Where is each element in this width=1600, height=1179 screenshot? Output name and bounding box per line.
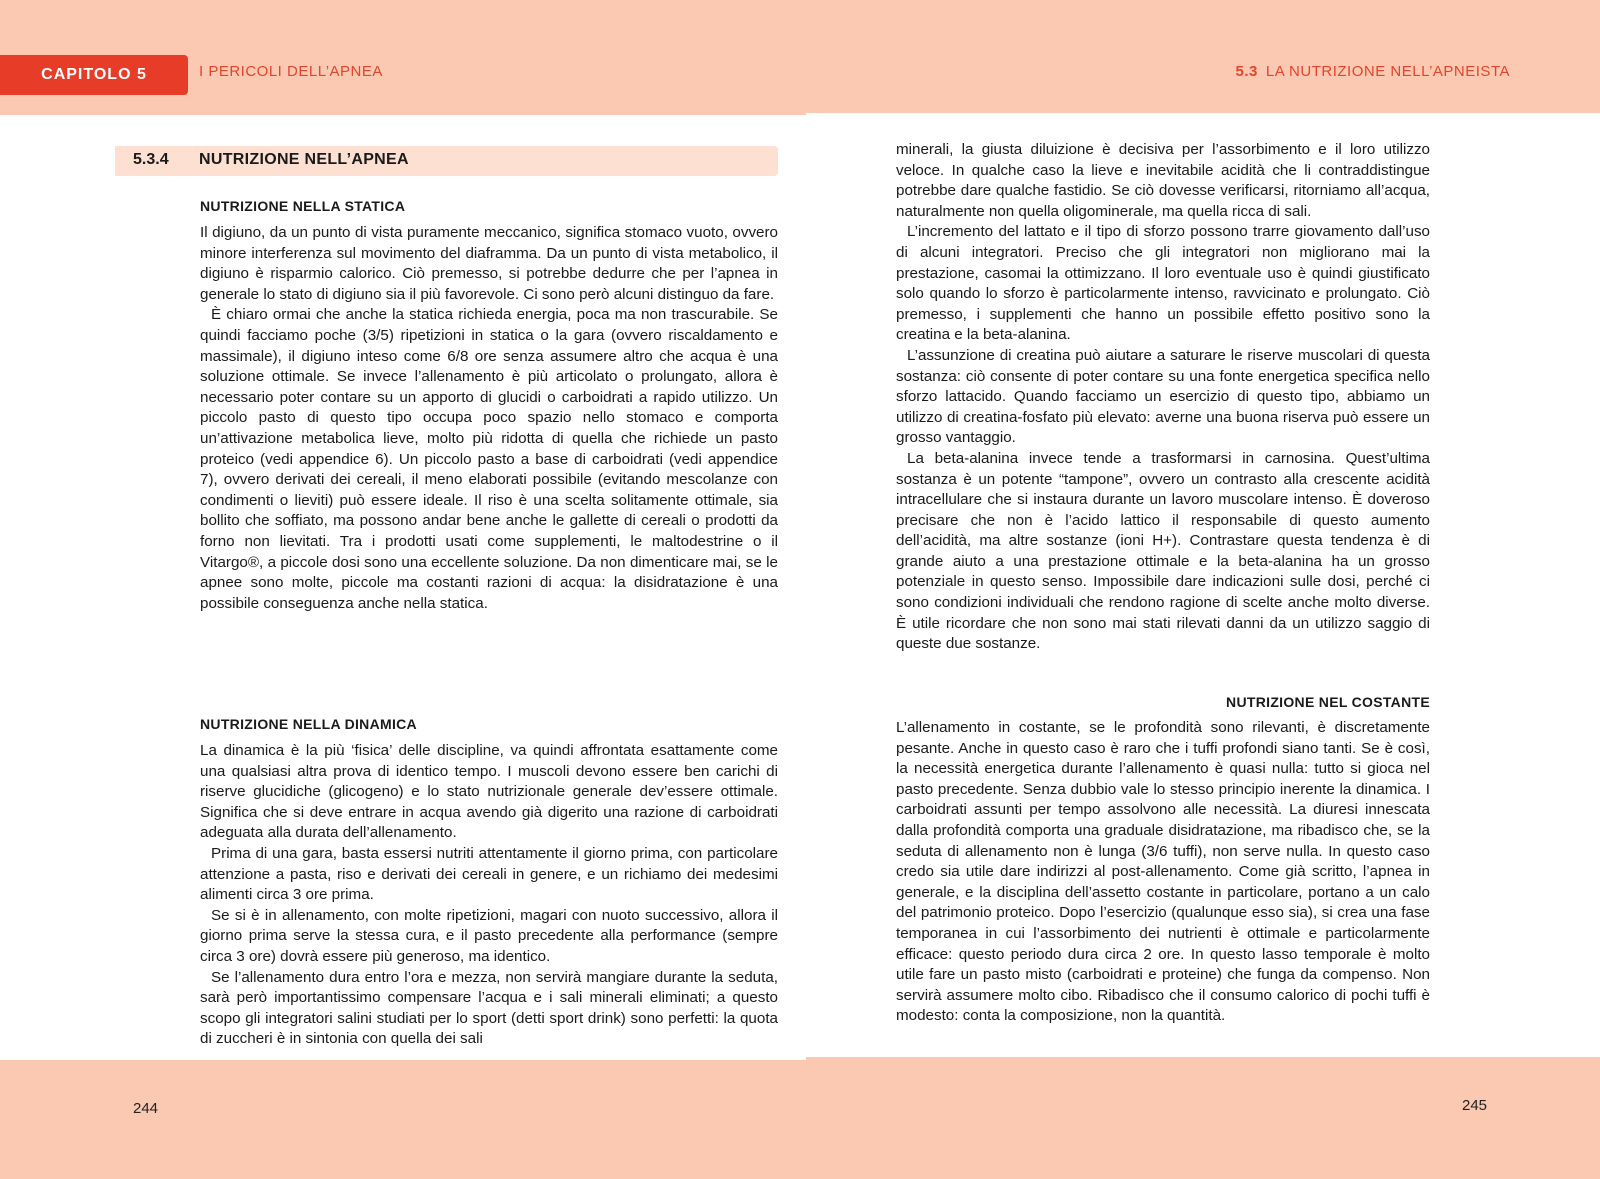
- paragraph: L’incremento del lattato e il tipo di sforzo possono trarre giovamento dall’uso di alcuni integratori. Preciso che gli integratori non migliorano mai la prestazione, casomai la ottimizzano. Il loro eventuale uso è quindi giustificato solo quando lo sforzo è particolarmente intenso, ravvicinato e prolungato. Ciò premesso, i supplementi che hanno un possibile effetto positivo sono la creatina e la beta-alanina.: [896, 223, 1430, 344]
- costante-text: [896, 718, 1430, 1027]
- paragraph: La beta-alanina invece tende a trasformarsi in carnosina. Quest’ultima sostanza è un potente “tampone”, ovvero un contrasto alla crescente acidità intracellulare che si instaura durante un lavoro muscolare intenso. È doveroso precisare che non è l’acido lattico il responsabile di questo aumento dell’acidità, ma altre sostanze (ioni H+). Contrastare questa tendenza è di grande aiuto a una prestazione ottimale e la beta-alanina ha un grosso potenziale in questo senso. Impossibile dare indicazioni sulle dosi, perché ci sono condizioni individuali che rendono ragione di scelte anche molto diverse. È utile ricordare che non sono mai stati rilevati danni da un utilizzo saggio di queste due sostanze.: [896, 449, 1430, 653]
- page-number-left: 244: [133, 1100, 159, 1117]
- section-bar: [115, 146, 778, 176]
- paragraph: Prima di una gara, basta essersi nutriti attentamente il giorno prima, con particolare attenzione a pasta, riso e derivati dei cereali in genere, e un richiamo dei medesimi alimenti circa 3 ore prima.: [200, 844, 778, 904]
- page-number-right: 245: [1462, 1097, 1488, 1114]
- subhead-costante: NUTRIZIONE NEL COSTANTE: [1226, 694, 1430, 710]
- subsection-title: NUTRIZIONE NELL’APNEA: [199, 151, 409, 168]
- paragraph: La dinamica è la più ‘fisica’ delle discipline, va quindi affrontata esattamente come una qualsiasi altra prova di identico tempo. I muscoli devono essere ben carichi di riserve glucidiche (glicogeno) e lo stato nutrizionale generale dev’essere ottimale. Significa che si deve entrare in acqua avendo già digerito una razione di carboidrati adeguata alla durata dell’allenamento.: [200, 742, 778, 842]
- subsection-number: 5.3.4: [133, 151, 169, 168]
- section-header: [1236, 63, 1510, 80]
- statica-text: [200, 223, 778, 614]
- subhead-dinamica: NUTRIZIONE NELLA DINAMICA: [200, 716, 417, 732]
- subhead-statica: NUTRIZIONE NELLA STATICA: [200, 198, 406, 214]
- paragraph: Il digiuno, da un punto di vista puramente meccanico, significa stomaco vuoto, ovvero minore interferenza sul movimento del diaframma. Da un punto di vista metabolico, il digiuno è risparmio calorico. Ciò premesso, si potrebbe dedurre che per l’apnea in generale lo stato di digiuno sia il più favorevole. Ci sono però alcuni distinguo da fare.: [200, 224, 778, 303]
- footer-band: [0, 1060, 1600, 1179]
- paragraph: L’assunzione di creatina può aiutare a saturare le riserve muscolari di questa sostanza: ciò consente di poter contare su una fonte energetica specifica nello sforzo lattacido. Quando facciamo un esercizio di questo tipo, abbiamo un utilizzo di creatina-fosfato più elevato: averne una buona riserva può essere un grosso vantaggio.: [896, 346, 1430, 447]
- paragraph: Se l’allenamento dura entro l’ora e mezza, non servirà mangiare durante la seduta, sarà però importantissimo compensare l’acqua e i sali minerali eliminati; a questo scopo gli integratori salini studiati per lo sport (detti sport drink) sono perfetti: la quota di zuccheri è in sintonia con quella dei sali: [200, 968, 778, 1048]
- paragraph: minerali, la giusta diluizione è decisiva per l’assorbimento e il loro utilizzo veloce. In qualche caso la lieve e inevitabile acidità che li contraddistingue potrebbe dare qualche fastidio. Se ciò dovesse verificarsi, ritorniamo all’acqua, naturalmente non quella oligominerale, ma quella ricca di sali.: [896, 141, 1430, 220]
- header-band: [0, 0, 1600, 113]
- paragraph: L’allenamento in costante, se le profondità sono rilevanti, è discretamente pesante. Anche in questo caso è raro che i tuffi profondi siano tanti. Se è così, la necessità energetica durante l’allenamento è quasi nulla: tutto si gioca nel pasto precedente. Senza dubbio vale lo stesso principio inerente la dinamica. I carboidrati assunti per tempo assolvono alle necessità. La diuresi innescata dalla profondità comporta una graduale disidratazione, ma ribadisco che, se la seduta di allenamento non è lunga (3/6 tuffi), non serve nulla. In questo caso credo sia utile dare indirizzi al post-allenamento. Come già scritto, l’apnea in generale, e la disciplina dell’assetto costante in particolare, portano a un calo del patrimonio proteico. Dopo l’esercizio (qualunque esso sia), si crea una fase temporanea in cui l’assorbimento dei nutrienti è ottimale e particolarmente efficace: questo periodo dura circa 2 ore. In questo lasso temporale è molto utile fare un pasto misto (carboidrati e proteine) che funga da compenso. Non servirà assumere molto cibo. Ribadisco che il consumo calorico di pochi tuffi è modesto: conta la composizione, non la quantità.: [896, 719, 1430, 1025]
- section-header-title: LA NUTRIZIONE NELL’APNEISTA: [1265, 63, 1510, 80]
- right-text: [896, 140, 1430, 655]
- section-header-number: 5.3: [1235, 63, 1258, 80]
- paragraph: Se si è in allenamento, con molte ripetizioni, magari con nuoto successivo, allora il giorno prima serve la stessa cura, e il pasto precedente alla performance (sempre circa 3 ore) dovrà essere più generoso, ma identico.: [200, 906, 778, 965]
- paragraph: È chiaro ormai che anche la statica richieda energia, poca ma non trascurabile. Se quindi facciamo poche (3/5) ripetizioni in statica o la gara (ovvero riscaldamento e massimale), il digiuno inteso come 6/8 ore senza assumere altro che acqua è una soluzione ottimale. Se invece l’allenamento è più articolato o prolungato, allora è necessario poter contare su un apporto di glucidi o carboidrati a rapido utilizzo. Un piccolo pasto di questo tipo occupa poco spazio nello stomaco e comporta un’attivazione metabolica lieve, molto più ridotta di quella che richiede un pasto proteico (vedi appendice 6). Un piccolo pasto a base di carboidrati (vedi appendice 7), ovvero derivati dei cereali, il meno elaborati possibile (evitando mescolanze con condimenti o lieviti) può essere ideale. Il riso è una scelta solitamente ottimale, sia bollito che soffiato, ma possono andar bene anche le gallette di cereali o prodotti da forno non lievitati. Tra i prodotti usati come supplementi, le maltodestrine o il Vitargo®, a piccole dosi sono una eccellente soluzione. Da non dimenticare mai, se le apnee sono molte, piccole ma costanti razioni di acqua: la disidratazione è una possibile conseguenza anche nella statica.: [200, 306, 778, 612]
- dinamica-text: [200, 741, 778, 1050]
- chapter-title: I PERICOLI DELL’APNEA: [199, 63, 383, 80]
- chapter-tab: CAPITOLO 5: [0, 55, 188, 95]
